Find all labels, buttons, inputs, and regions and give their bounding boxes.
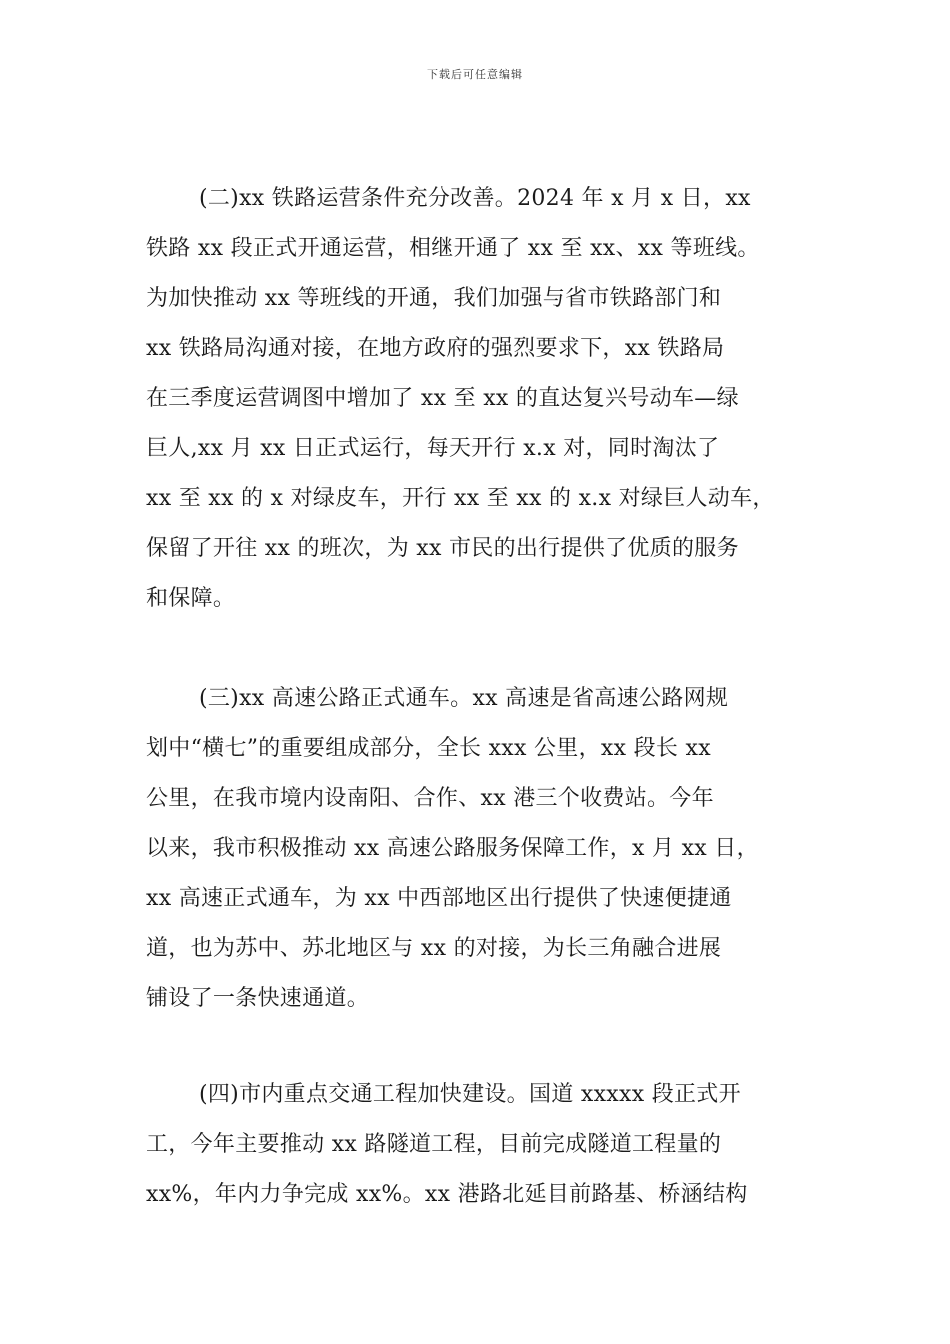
paragraph-line: 在三季度运营调图中增加了 xx 至 xx 的直达复兴号动车—绿 [146,386,739,411]
paragraph-line: 和保障。 [146,586,236,611]
paragraph-line: xx 至 xx 的 x 对绿皮车，开行 xx 至 xx 的 x.x 对绿巨人动车， [146,486,775,511]
paragraph-railway [146,174,826,624]
page-header: 下载后可任意编辑 [427,68,523,81]
paragraph-urban-projects [146,1070,826,1220]
paragraph-line: 划中“横七”的重要组成部分，全长 xxx 公里，xx 段长 xx [146,736,711,761]
paragraph-line: 铺设了一条快速通道。 [146,986,370,1011]
paragraph-highway [146,674,826,1024]
paragraph-line: xx 高速正式通车，为 xx 中西部地区出行提供了快速便捷通 [146,886,732,911]
paragraph-line: (四)市内重点交通工程加快建设。国道 xxxxx 段正式开 [199,1082,741,1107]
paragraph-line: xx 铁路局沟通对接，在地方政府的强烈要求下，xx 铁路局 [146,336,725,361]
paragraph-line: 为加快推动 xx 等班线的开通，我们加强与省市铁路部门和 [146,286,722,311]
paragraph-line: (三)xx 高速公路正式通车。xx 高速是省高速公路网规 [199,686,729,711]
paragraph-line: 道，也为苏中、苏北地区与 xx 的对接，为长三角融合进展 [146,936,722,961]
paragraph-line: 工，今年主要推动 xx 路隧道工程，目前完成隧道工程量的 [146,1132,722,1157]
paragraph-line: xx%，年内力争完成 xx%。xx 港路北延目前路基、桥涵结构 [146,1182,748,1207]
paragraph-line: (二)xx 铁路运营条件充分改善。2024 年 x 月 x 日，xx [199,186,751,211]
paragraph-line: 保留了开往 xx 的班次，为 xx 市民的出行提供了优质的服务 [146,536,739,561]
paragraph-line: 公里，在我市境内设南阳、合作、xx 港三个收费站。今年 [146,786,714,811]
paragraph-line: 铁路 xx 段正式开通运营，相继开通了 xx 至 xx、xx 等班线。 [146,236,760,261]
paragraph-line: 以来，我市积极推动 xx 高速公路服务保障工作，x 月 xx 日， [146,836,759,861]
paragraph-line: 巨人,xx 月 xx 日正式运行，每天开行 x.x 对，同时淘汰了 [146,436,720,461]
